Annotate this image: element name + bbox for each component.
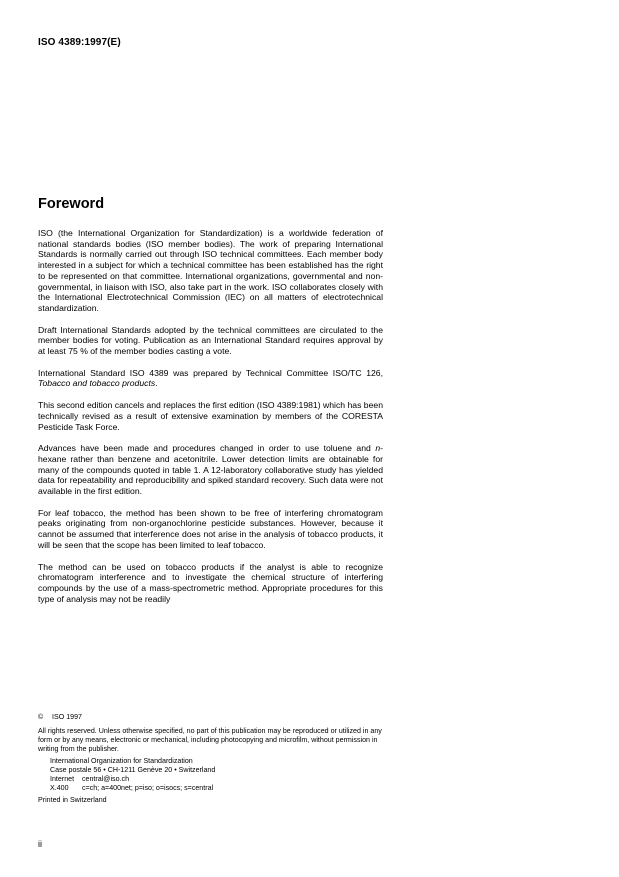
page-number: ii bbox=[38, 839, 42, 849]
prepared-by-end: . bbox=[155, 378, 158, 389]
paragraph-prepared-by bbox=[38, 368, 383, 389]
foreword-body bbox=[38, 228, 383, 604]
x400-line bbox=[38, 784, 386, 793]
postal-address: Case postale 56 • CH-1211 Genève 20 • Switzerland bbox=[50, 766, 216, 774]
prepared-by-text: International Standard ISO 4389 was prepared by Technical Committee ISO/TC 126, bbox=[38, 367, 383, 378]
foreword-heading: Foreword bbox=[38, 196, 105, 212]
paragraph-method-use: The method can be used on tobacco products if the analyst is able to recognize chromatogram interference and to investigate the chemical structure of interfering compounds by the use of a mass-spectrometric method. Appropriate procedures for this type of analysis may not be readily bbox=[38, 561, 383, 604]
copyright-line bbox=[38, 713, 386, 722]
committee-title: Tobacco and tobacco products bbox=[38, 378, 156, 389]
paragraph-advances bbox=[38, 443, 383, 497]
internet-label: Internet bbox=[50, 775, 75, 783]
printed-in: Printed in Switzerland bbox=[38, 796, 107, 804]
document-id: ISO 4389:1997(E) bbox=[38, 37, 121, 48]
rights-statement: All rights reserved. Unless otherwise specified, no part of this publication may be reproduced or utilized in any form or by any means, electronic or mechanical, including photocopying and microfilm, without permission in writing from the publisher. bbox=[38, 727, 382, 753]
advances-text-end: -hexane rather than benzene and acetonitrile. Lower detection limits are obtainable for many of the compounds quoted in table 1. A 12-laboratory collaborative study has yielded data for repeatability and reproducibility and spiked standard recovery. Such data were not available in the first edition. bbox=[38, 443, 383, 497]
n-italic: n bbox=[375, 443, 381, 454]
organization-name: International Organization for Standardization bbox=[50, 757, 193, 765]
paragraph-iso-overview: ISO (the International Organization for Standardization) is a worldwide federation of national standards bodies (ISO member bodies). The work of preparing International Standards is normally carried out through ISO technical committees. Each member body interested in a subject for which a technical committee has been established has the right to be represented on that committee. International organizations, governmental and non-governmental, in liaison with ISO, also take part in the work. ISO collaborates closely with the International Electrotechnical Commission (IEC) on all matters of electrotechnical standardization. bbox=[38, 228, 383, 313]
copyright-text: ISO 1997 bbox=[52, 713, 82, 721]
advances-text-start: Advances have been made and procedures changed in order to use toluene and bbox=[38, 443, 376, 454]
internet-email: central@iso.ch bbox=[81, 775, 130, 783]
x400-address: c=ch; a=400net; p=iso; o=isocs; s=central bbox=[81, 784, 214, 792]
copyright-footer bbox=[38, 713, 386, 805]
paragraph-draft-standards: Draft International Standards adopted by the technical committees are circulated to the member bodies for voting. Publication as an International Standard requires approval by at least 75 % of the member bodies casting a vote. bbox=[38, 324, 383, 357]
internet-line bbox=[38, 775, 386, 784]
copyright-icon: © bbox=[38, 713, 44, 721]
paragraph-leaf-tobacco: For leaf tobacco, the method has been shown to be free of interfering chromatogram peaks originating from non-organochlorine pesticide substances. However, because it cannot be assumed that interference does not arise in the analysis of tobacco products, it will be seen that the scope has been limited to leaf tobacco. bbox=[38, 507, 383, 550]
paragraph-second-edition: This second edition cancels and replaces the first edition (ISO 4389:1981) which has been technically revised as a result of extensive examination by members of the CORESTA Pesticide Task Force. bbox=[38, 400, 383, 432]
x400-label: X.400 bbox=[50, 784, 69, 792]
